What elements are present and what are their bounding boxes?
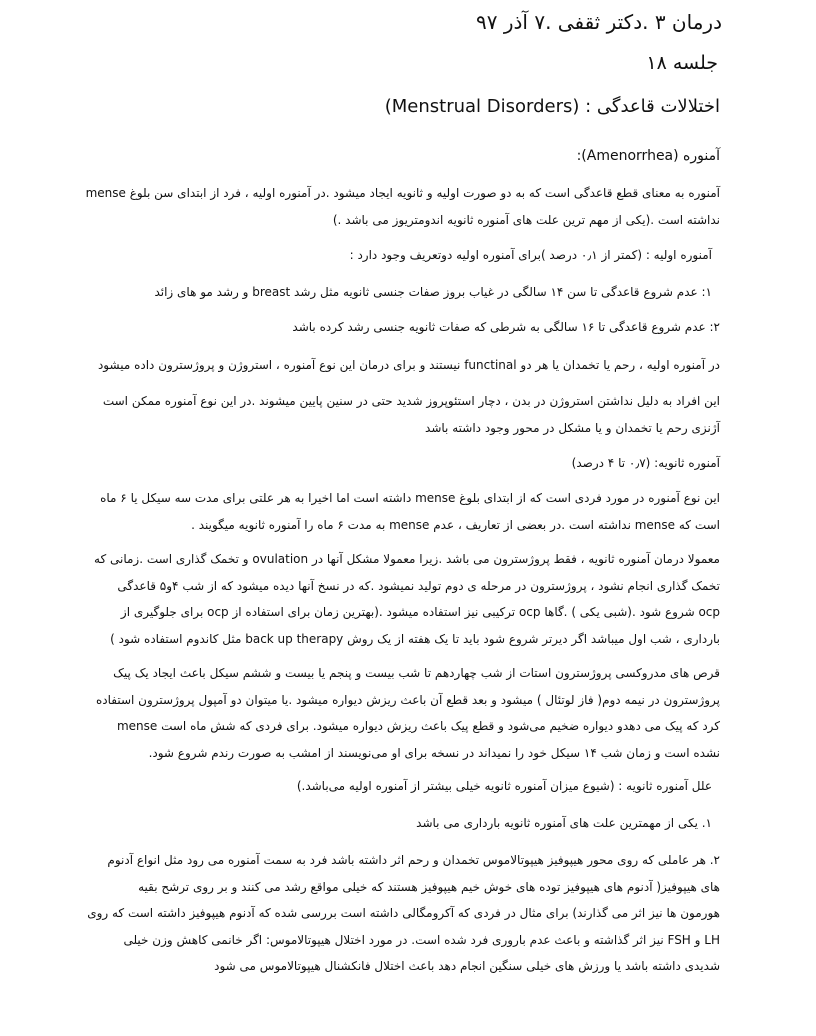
- list-item: [96, 810, 712, 837]
- text-line: آمنوره اولیه : (کمتر از ۰٫۱ درصد )برای آمنوره اولیه دوتعریف وجود دارد :: [349, 248, 712, 262]
- text-line: این افراد به دلیل نداشتن استروژن در بدن ، دچار استئوپروز شدید حتی در سنین پایین میشوند .در این نوع آمنوره ممکن است: [102, 394, 720, 408]
- text-line: قرص های مدروکسی پروژسترون استات از شب چهاردهم تا شب بیست و پنجم یا بیست و ششم سیکل باعث ایجاد یک پیک: [113, 666, 720, 680]
- paragraph-secondary-causes-heading: [96, 773, 712, 800]
- text-line: است که mense نداشته است .در بعضی از تعاریف ، عدم mense به مدت ۶ ماه را آمنوره ثانویه میگویند .: [191, 517, 720, 532]
- text-line: پروژسترون در نیمه دوم( فاز لوتئال ) میشود و بعد قطع آن باعث ریزش دیواره میشود .یا میتوان دو آمپول پروژسترون استفاده: [96, 692, 720, 707]
- section-title: اختلالات قاعدگی : (Menstrual Disorders): [384, 96, 720, 117]
- text-line: ocp شروع شود .(شبی یکی ) .گاها ocp ترکیبی نیز استفاده میشود .(بهترین زمان برای استفاده از ocp برای جلوگیری از: [120, 605, 720, 619]
- text-line: ۲. هر عاملی که روی محور هیپوفیز هیپوتالاموس تخمدان و رحم اثر داشته باشد فرد به سمت آمنوره می رود مثل انواع آدنوم: [107, 853, 720, 867]
- paragraph-secondary-treatment: [96, 546, 720, 652]
- text-line: علل آمنوره ثانویه : (شیوع میزان آمنوره ثانویه خیلی بیشتر از آمنوره اولیه می‌باشد.): [296, 779, 712, 793]
- text-line: هورمون ها نیز اثر می گذارند) برای مثال در فردی که آکرومگالی داشته است بررسی شده که آدنوم هیپوفیز داشته است که روی: [87, 906, 720, 920]
- title-line-1: درمان ۳ .دکتر ثقفی .۷ آذر ۹۷: [475, 10, 722, 34]
- text-line: بارداری ، شب اول میباشد اگر دیرتر شروع شود باید تا یک هفته از یک روش back up therapy مثل کاندوم استفاده شود ): [110, 631, 720, 646]
- text-line: در آمنوره اولیه ، رحم یا تخمدان یا هر دو functinal نیستند و برای درمان این نوع آمنوره ، استروژن و پروژسترون داده میشود: [97, 358, 720, 372]
- list-item: [96, 314, 720, 341]
- list-item: [87, 847, 720, 980]
- subsection-title: آمنوره (Amenorrhea):: [576, 148, 720, 164]
- text-line: این نوع آمنوره در مورد فردی است که از ابتدای بلوغ mense داشته است اما اخیرا به هر علتی برای مدت سه سیکل یا ۶ ماه: [100, 491, 720, 505]
- paragraph-osteoporosis: [96, 388, 720, 441]
- paragraph-primary-heading: [96, 242, 712, 269]
- text-line: تخمک گذاری انجام نشود ، پروژسترون در مرحله ی دوم تولید نمیشود .که در نسخ آنها دیده میشود که از شب ۴و۵ قاعدگی: [117, 578, 720, 593]
- text-line: های هیپوفیز( آدنوم های هیپوفیز توده های خوش خیم هیپوفیز هستند که خیلی مواقع رشد می کنند و بر روی ترشح بقیه: [138, 879, 720, 894]
- text-line: ۱: عدم شروع قاعدگی تا سن ۱۴ سالگی در غیاب بروز صفات جنسی ثانویه مثل رشد breast و رشد مو های زائد: [154, 285, 712, 299]
- list-item: [96, 279, 712, 306]
- text-line: آژنزی رحم یا تخمدان و یا مشکل در محور وجود داشته باشد: [425, 420, 720, 435]
- paragraph-primary-treatment: [96, 352, 720, 379]
- text-line: آمنوره ثانویه: (۰٫۷ تا ۴ درصد): [571, 456, 720, 470]
- paragraph-secondary-definition: [96, 485, 720, 538]
- text-line: آمنوره به معنای قطع قاعدگی است که به دو صورت اولیه و ثانویه ایجاد میشود .در آمنوره اولیه ، فرد از ابتدای سن بلوغ mense: [85, 186, 720, 200]
- text-line: LH و FSH نیز اثر گذاشته و باعث عدم باروری فرد شده است. در مورد اختلال هیپوتالاموس: اگر خانمی کاهش وزن خیلی: [123, 932, 720, 947]
- paragraph-secondary-heading: [96, 450, 720, 477]
- text-line: ۱. یکی از مهمترین علت های آمنوره ثانویه بارداری می باشد: [416, 816, 712, 830]
- text-line: شدیدی داشته باشد یا ورزش های خیلی سنگین انجام دهد باعث اختلال فانکشنال هیپوتالاموس می شود: [214, 959, 720, 973]
- text-line: ۲: عدم شروع قاعدگی تا ۱۶ سالگی به شرطی که صفات ثانویه جنسی رشد کرده باشد: [292, 320, 720, 334]
- text-line: کرد که پیک می دهدو دیواره ضخیم می‌شود و قطع پیک باعث ریزش دیواره میشود. برای فردی که شش ماه است mense: [116, 719, 720, 733]
- paragraph-medroxyprogesterone: [96, 660, 720, 766]
- text-line: معمولا درمان آمنوره ثانویه ، فقط پروژسترون می باشد .زیرا معمولا مشکل آنها در ovulation و تخمک گذاری است .زمانی که: [94, 552, 720, 566]
- paragraph-definition: [85, 180, 720, 233]
- title-line-2: جلسه ۱۸: [646, 52, 718, 74]
- text-line: نشده است و زمان شب ۱۴ سیکل خود را نمیداند در نسخه برای او می‌نویسند از امشب به صورت رندم شروع شود.: [148, 745, 720, 760]
- text-line: نداشته است .(یکی از مهم ترین علت های آمنوره ثانویه اندومتریوز می باشد .): [332, 212, 720, 227]
